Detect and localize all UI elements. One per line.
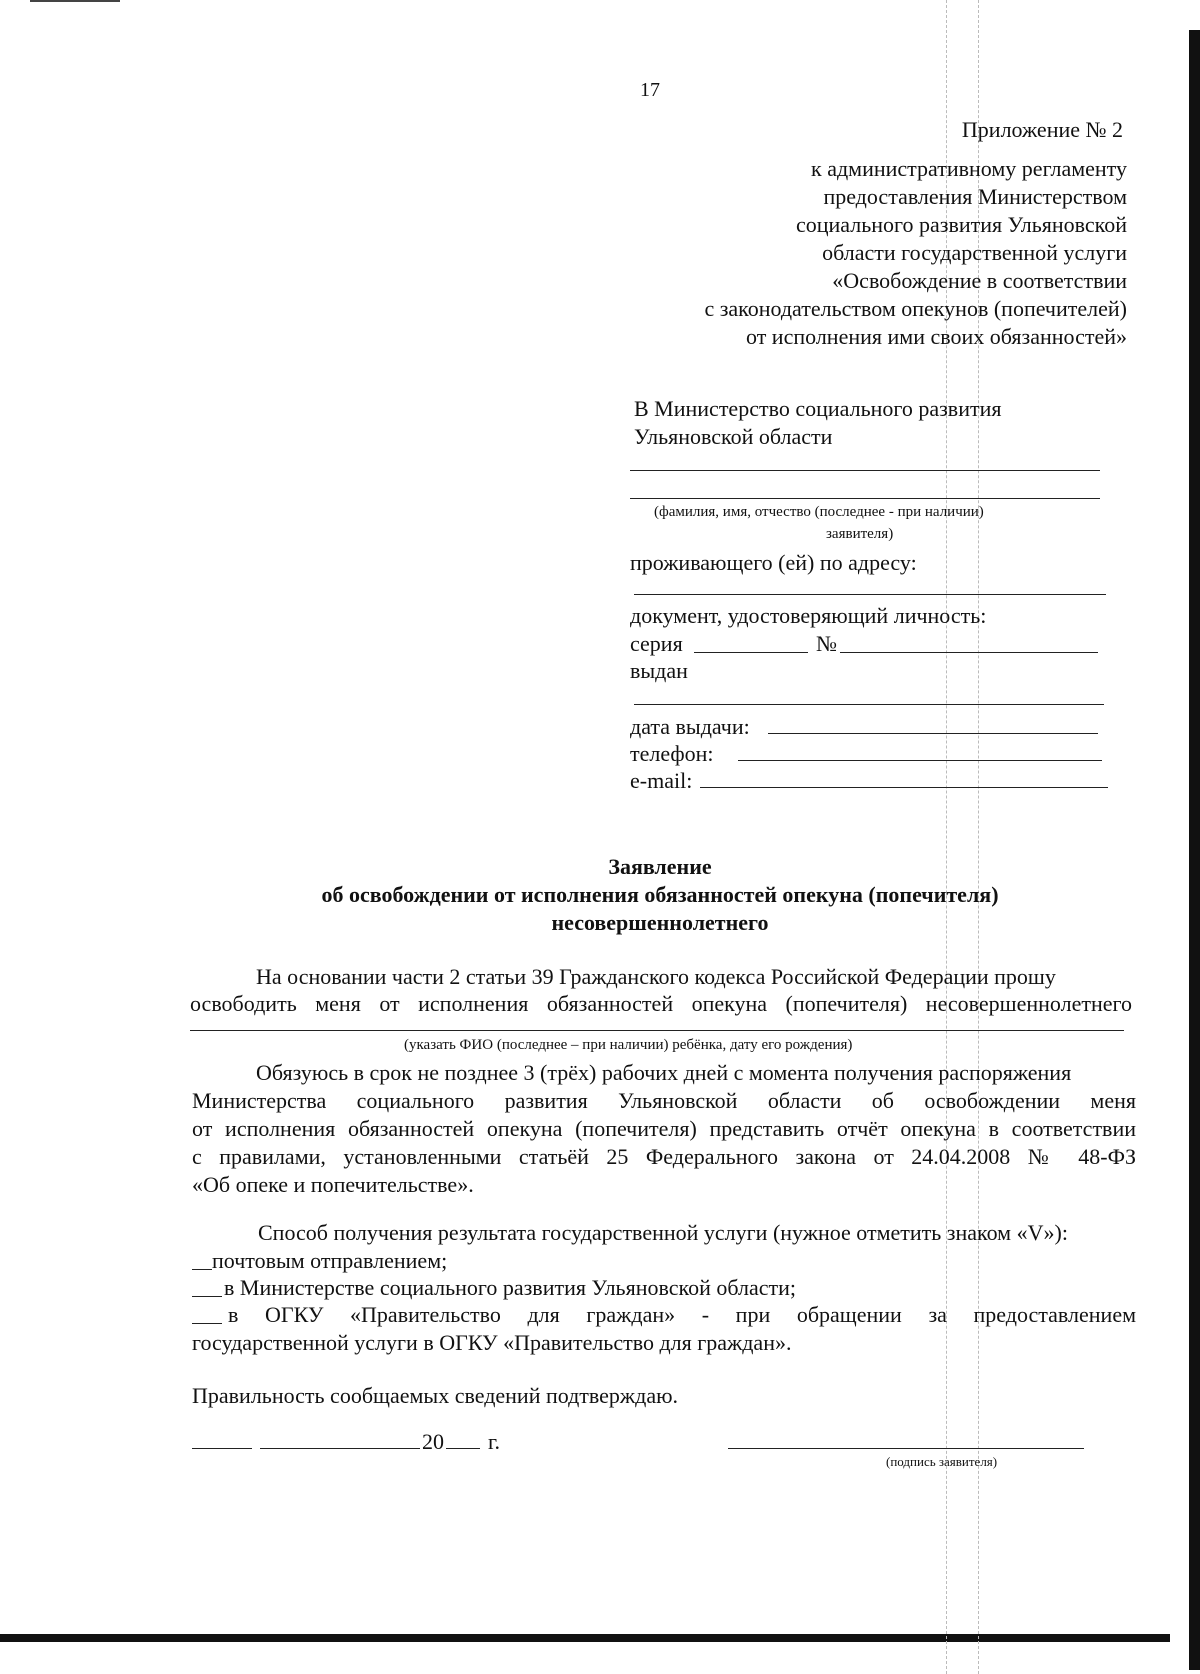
year-prefix: 20 [422, 1429, 444, 1454]
document-heading: несовершеннолетнего [551, 910, 769, 935]
issue-date-label: дата выдачи: [630, 714, 750, 739]
appendix-line: к административному регламенту [811, 156, 1127, 181]
option-postal: почтовым отправлением; [212, 1248, 448, 1273]
phone-label: телефон: [630, 741, 714, 766]
scan-artifact-right-edge [1189, 30, 1200, 1670]
option-checkbox-ogku[interactable] [192, 1323, 222, 1324]
phone-field[interactable] [738, 760, 1102, 761]
option-ministry: в Министерстве социального развития Ульяновской области; [224, 1275, 796, 1300]
appendix-line: области государственной услуги [822, 240, 1127, 265]
confirmation-text: Правильность сообщаемых сведений подтверждаю. [192, 1383, 679, 1408]
option-checkbox-ministry[interactable] [192, 1296, 222, 1297]
number-label: № [816, 631, 837, 656]
fio-hint: заявителя) [826, 526, 894, 542]
body-paragraph-line: освободить меня от исполнения обязанностей опекуна (попечителя) несовершеннолетнего [190, 991, 1132, 1016]
issue-date-field[interactable] [768, 733, 1098, 734]
option-ogku-continued: государственной услуги в ОГКУ «Правительство для граждан». [192, 1330, 792, 1355]
document-heading: об освобождении от исполнения обязанностей опекуна (попечителя) [321, 882, 999, 907]
addressee-line: Ульяновской области [634, 424, 833, 449]
fio-line[interactable] [630, 498, 1100, 499]
appendix-line: социального развития Ульяновской [795, 212, 1127, 237]
signature-hint: (подпись заявителя) [886, 1454, 998, 1469]
appendix-title: Приложение № 2 [961, 117, 1123, 142]
date-year-field[interactable] [446, 1448, 480, 1449]
document-heading: Заявление [608, 854, 712, 879]
body-paragraph-line: «Об опеке и попечительстве». [192, 1172, 474, 1197]
issued-label: выдан [630, 658, 688, 683]
issued-field[interactable] [634, 704, 1104, 705]
child-info-hint: (указать ФИО (последнее – при наличии) ребёнка, дату его рождения) [404, 1037, 853, 1053]
date-month-field[interactable] [260, 1448, 420, 1449]
appendix-line: от исполнения ими своих обязанностей» [745, 324, 1127, 349]
appendix-line: предоставления Министерством [823, 184, 1127, 209]
option-checkbox-postal[interactable] [192, 1269, 212, 1270]
body-paragraph-line: с правилами, установленными статьёй 25 Федерального закона от 24.04.2008 № 48-ФЗ [192, 1144, 1136, 1169]
email-label: e-mail: [630, 768, 693, 793]
address-line[interactable] [634, 594, 1106, 595]
scan-artifact-top [30, 0, 120, 2]
fio-hint: (фамилия, имя, отчество (последнее - при наличии) [654, 504, 984, 520]
body-paragraph-line: Обязуюсь в срок не позднее 3 (трёх) рабочих дней с момента получения распоряжения [256, 1060, 1072, 1085]
body-paragraph-line: Министерства социального развития Ульяновской области об освобождении меня [192, 1088, 1136, 1113]
email-field[interactable] [700, 787, 1108, 788]
residing-label: проживающего (ей) по адресу: [630, 550, 917, 575]
number-field[interactable] [840, 652, 1098, 653]
series-label: серия [630, 631, 683, 656]
page-number: 17 [640, 79, 660, 101]
document-label: документ, удостоверяющий личность: [630, 603, 987, 628]
body-paragraph-line: от исполнения обязанностей опекуна (попечителя) представить отчёт опекуна в соответствии [192, 1116, 1136, 1141]
child-info-field[interactable] [190, 1030, 1124, 1031]
series-field[interactable] [694, 652, 808, 653]
date-day-field[interactable] [192, 1448, 252, 1449]
method-intro: Способ получения результата государственной услуги (нужное отметить знаком «V»): [258, 1220, 1068, 1245]
signature-field[interactable] [728, 1448, 1084, 1449]
addressee-line: В Министерство социального развития [634, 396, 1002, 421]
scan-artifact-bottom-edge [0, 1634, 1170, 1642]
appendix-description [704, 155, 1127, 351]
year-suffix: г. [488, 1429, 501, 1454]
appendix-line: с законодательством опекунов (попечителей) [704, 296, 1127, 321]
body-paragraph-line: На основании части 2 статьи 39 Гражданского кодекса Российской Федерации прошу [256, 964, 1056, 989]
fio-line[interactable] [630, 470, 1100, 471]
appendix-line: «Освобождение в соответствии [832, 268, 1127, 293]
option-ogku: в ОГКУ «Правительство для граждан» - при обращении за предоставлением [228, 1302, 1136, 1327]
